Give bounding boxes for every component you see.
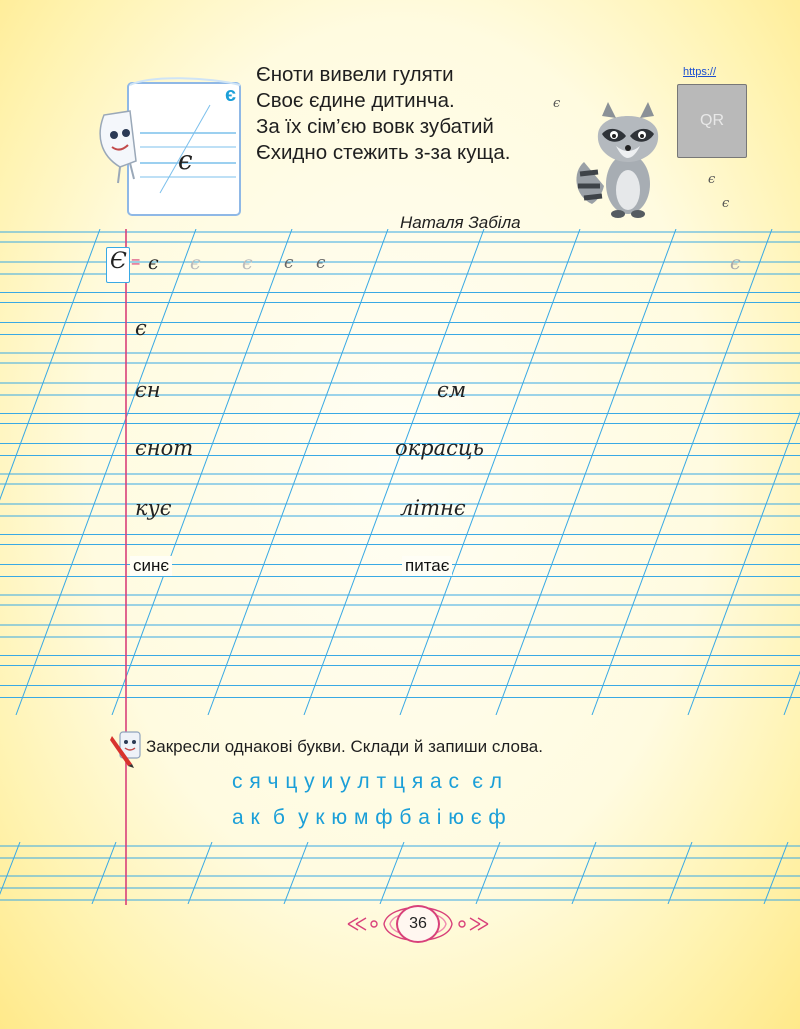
sample-lower-letter: є xyxy=(148,252,159,274)
dotted-letter-decoration: є xyxy=(708,172,716,187)
letter-sequence-1: с я ч ц у и у л т ц я а с є л xyxy=(232,770,503,793)
letter-sequence-2: а к б у к ю м ф б а і ю є ф xyxy=(232,806,507,829)
ruling-line xyxy=(16,229,196,715)
script-row-2-right: єм xyxy=(437,378,467,402)
ruling-line xyxy=(112,229,292,715)
dotted-letter: є xyxy=(316,253,326,273)
trace-letter: є xyxy=(242,252,253,274)
poem-line-4: Єхидно стежить з-за куща. xyxy=(256,141,511,164)
trace-letter-end: є xyxy=(730,252,741,274)
ruling-line xyxy=(784,229,800,715)
card-script-letter: є xyxy=(178,146,193,176)
ruling-line xyxy=(188,842,212,904)
ruling-line xyxy=(0,842,20,904)
poem-line-1: Єноти вивели гуляти xyxy=(256,63,454,86)
ruling-line xyxy=(208,229,388,715)
script-row-3-left: єнот xyxy=(135,436,194,460)
qr-code[interactable]: QR xyxy=(677,84,747,158)
script-row-3-right: окрасць xyxy=(395,436,484,460)
dotted-letter-decoration: є xyxy=(722,196,730,211)
ruling-line xyxy=(0,229,100,715)
poem-line-2: Своє єдине дитинча. xyxy=(256,89,455,112)
ruling-line xyxy=(688,229,800,715)
script-row-2-left: єн xyxy=(135,378,161,402)
poem-line-3: За їх сім’єю вовк зубатий xyxy=(256,115,494,138)
sample-upper-letter: Є xyxy=(110,249,127,274)
ruling-line xyxy=(764,842,788,904)
ruling-line xyxy=(668,842,692,904)
card-print-letter: є xyxy=(225,84,237,106)
script-row-4-right: літнє xyxy=(400,496,466,520)
script-row-1-left: є xyxy=(135,316,147,340)
ruling-line xyxy=(572,842,596,904)
poem-author: Наталя Забіла xyxy=(400,213,521,232)
ruling-line xyxy=(380,842,404,904)
page-number: 36 xyxy=(396,905,440,943)
task-instruction: Закресли однакові букви. Склади й запиши слова. xyxy=(146,737,543,756)
ruling-line xyxy=(92,842,116,904)
pencil-icon xyxy=(110,728,146,768)
trace-letter: є xyxy=(190,252,201,274)
word-label-1: синє xyxy=(130,556,172,576)
equals-sign: = xyxy=(131,254,141,271)
ruling-line xyxy=(592,229,772,715)
ruling-line xyxy=(476,842,500,904)
ruling-line xyxy=(400,229,580,715)
qr-link[interactable]: https:// xyxy=(683,66,717,78)
word-label-2: питає xyxy=(402,556,452,576)
ruling-line xyxy=(284,842,308,904)
ruling-line xyxy=(304,229,484,715)
script-row-4-left: кує xyxy=(135,496,172,520)
ruling-line xyxy=(496,229,676,715)
dotted-letter: є xyxy=(284,253,294,273)
dotted-letter-decoration: є xyxy=(553,96,561,111)
